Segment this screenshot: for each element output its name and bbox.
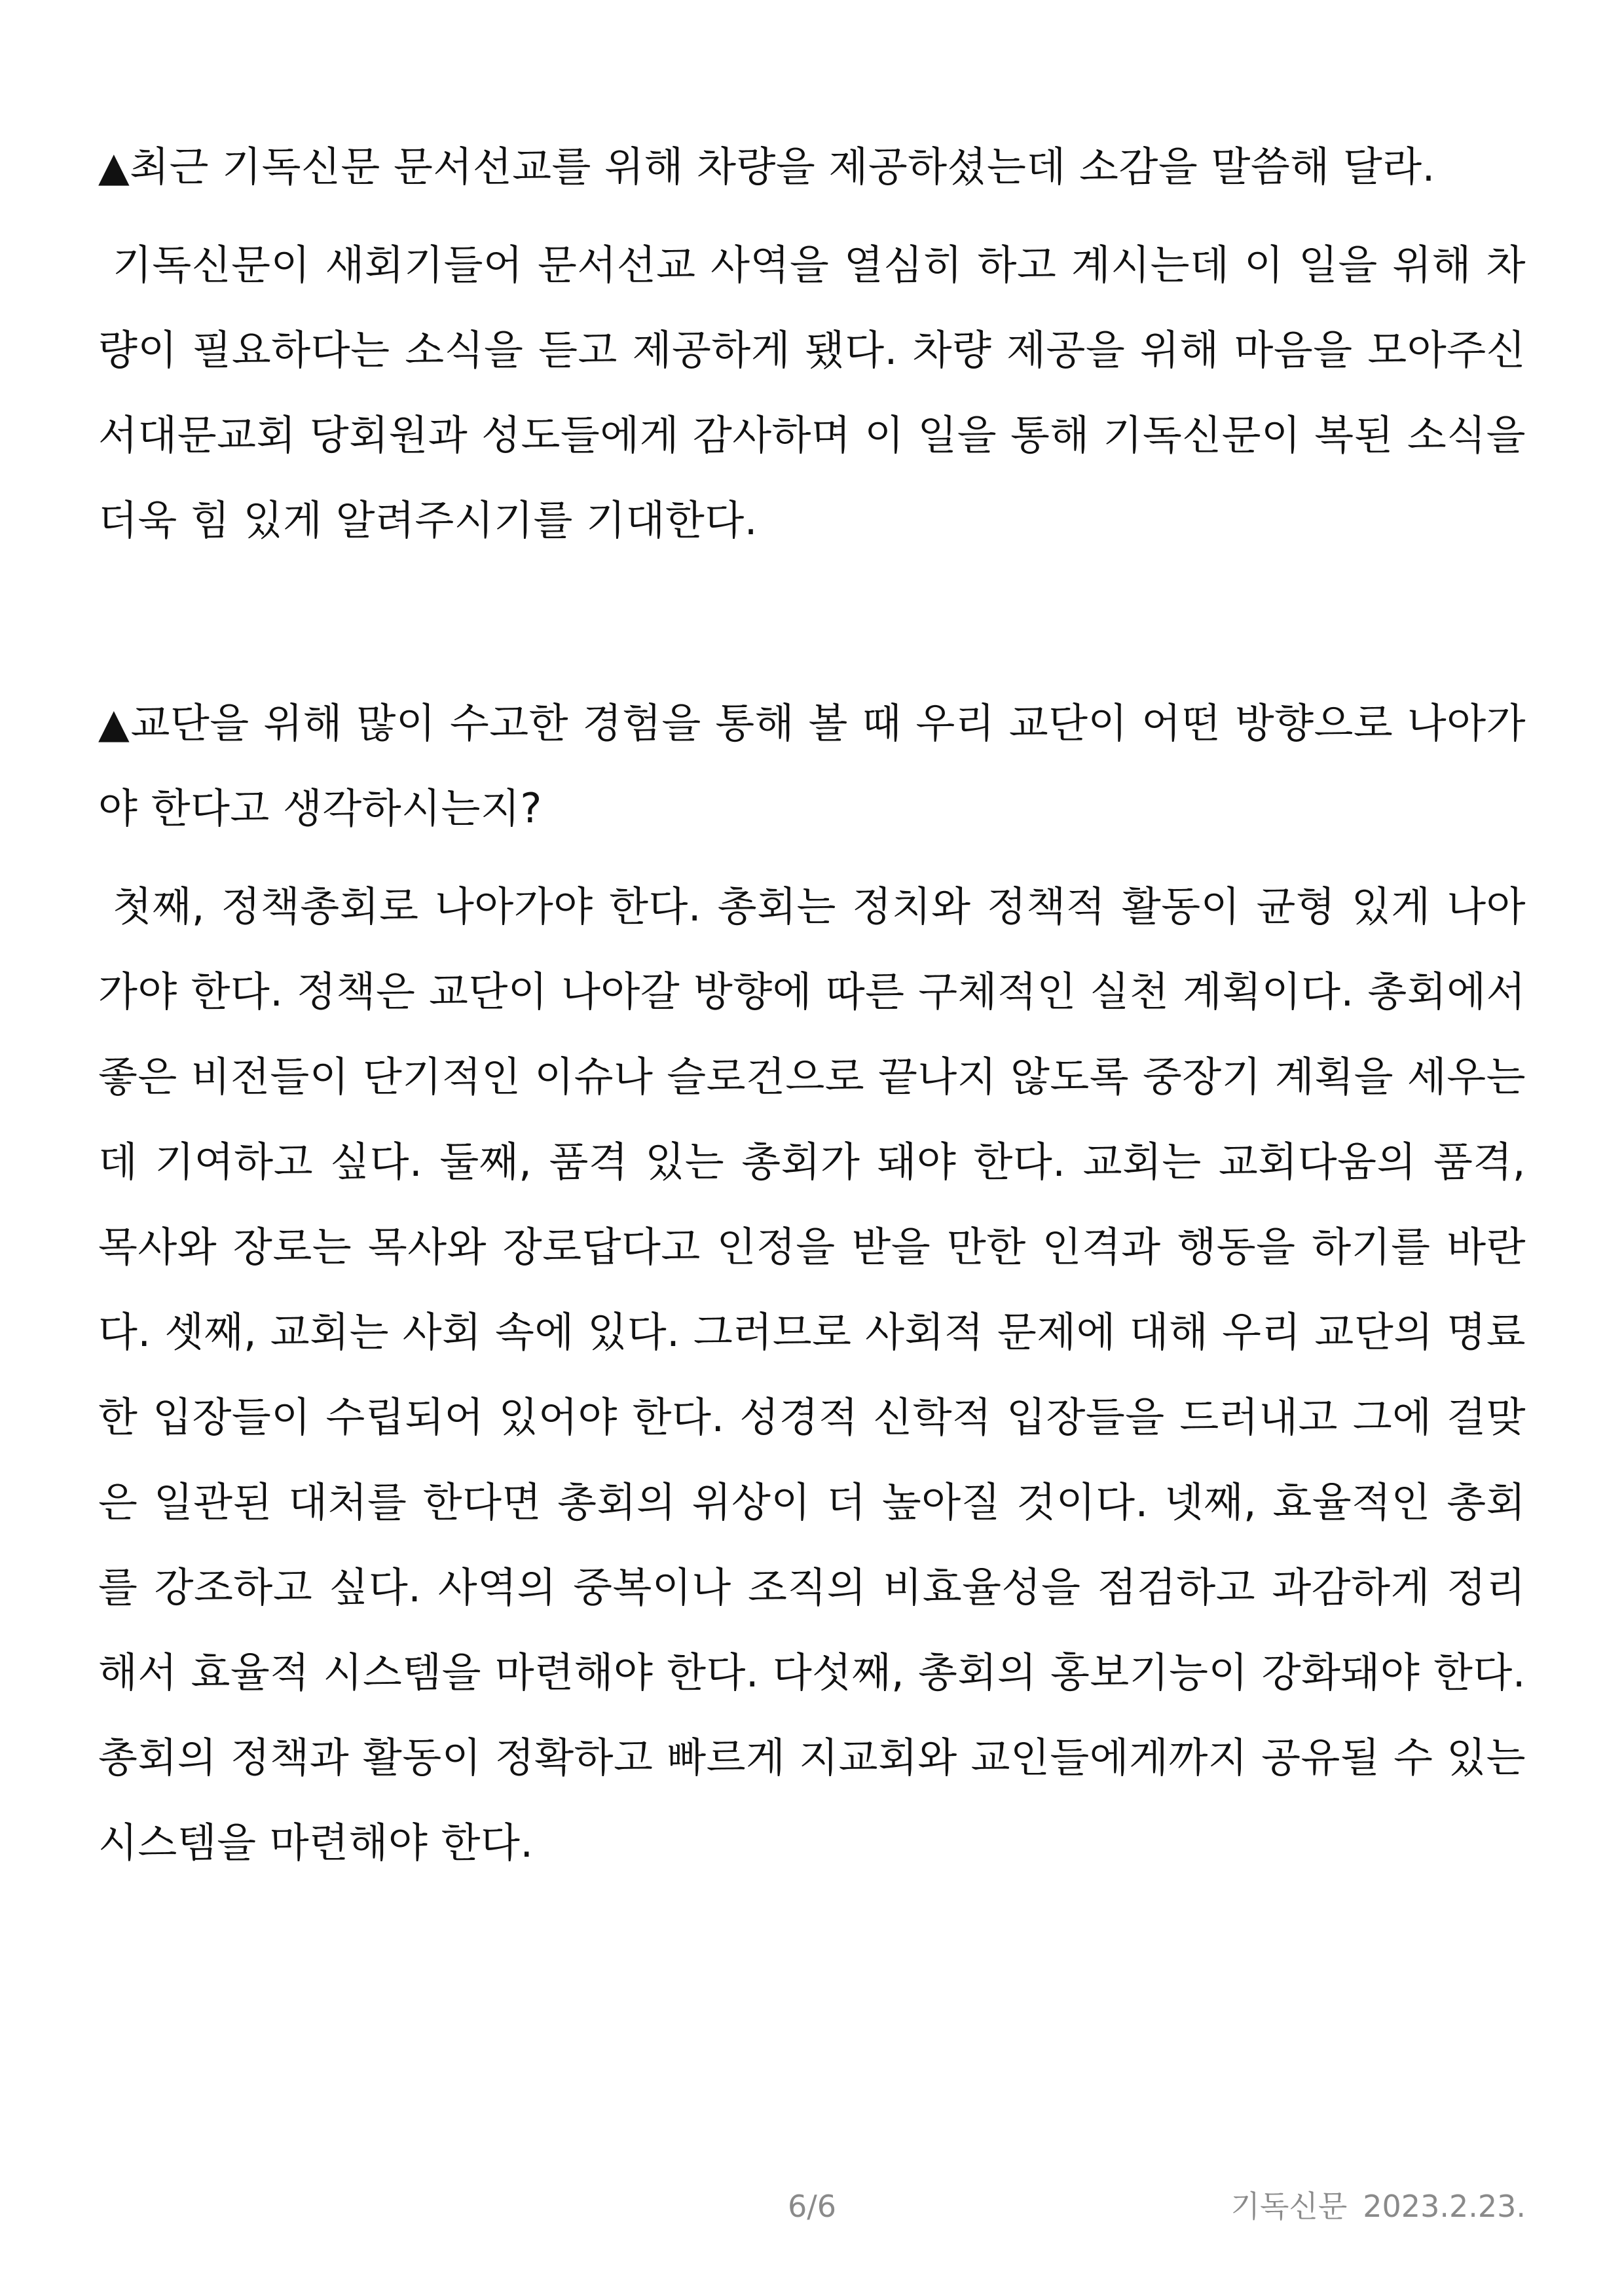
- publication-date: 2023.2.23.: [1363, 2189, 1526, 2224]
- interview-body: [98, 124, 1526, 1886]
- answer-2: 첫째, 정책총회로 나아가야 한다. 총회는 정치와 정책적 활동이 균형 있게 나아가야 한다. 정책은 교단이 나아갈 방향에 따른 구체적인 실천 계획이다. 총회에서 좋은 비전들이 단기적인 이슈나 슬로건으로 끝나지 않도록 중장기 계획을 세우는 데 기여하고 싶다. 둘째, 품격 있는 총회가 돼야 한다. 교회는 교회다움의 품격, 목사와 장로는 목사와 장로답다고 인정을 받을 만한 인격과 행동을 하기를 바란다. 셋째, 교회는 사회 속에 있다. 그러므로 사회적 문제에 대해 우리 교단의 명료한 입장들이 수립되어 있어야 한다. 성경적 신학적 입장들을 드러내고 그에 걸맞은 일관된 대처를 한다면 총회의 위상이 더 높아질 것이다. 넷째, 효율적인 총회를 강조하고 싶다. 사역의 중복이나 조직의 비효율성을 점검하고 과감하게 정리해서 효율적 시스템을 마련해야 한다. 다섯째, 총회의 홍보기능이 강화돼야 한다. 총회의 정책과 활동이 정확하고 빠르게 지교회와 교인들에게까지 공유될 수 있는 시스템을 마련해야 한다.: [98, 883, 1526, 1867]
- page-number: 6/6: [787, 2189, 837, 2224]
- question-2: ▲교단을 위해 많이 수고한 경험을 통해 볼 때 우리 교단이 어떤 방향으로 나아가야 한다고 생각하시는지?: [98, 699, 1526, 832]
- section-divider-space: [98, 563, 1526, 681]
- publication-name: 기독신문: [1230, 2189, 1348, 2224]
- footer-source: [1231, 2187, 1526, 2226]
- question-1: ▲최근 기독신문 문서선교를 위해 차량을 제공하셨는데 소감을 말씀해 달라.: [98, 143, 1435, 191]
- spacer: [98, 851, 1526, 864]
- spacer: [98, 210, 1526, 223]
- answer-1: 기독신문이 새회기들어 문서선교 사역을 열심히 하고 계시는데 이 일을 위해 차량이 필요하다는 소식을 듣고 제공하게 됐다. 차량 제공을 위해 마음을 모아주신 서대문교회 당회원과 성도들에게 감사하며 이 일을 통해 기독신문이 복된 소식을 더욱 힘 있게 알려주시기를 기대한다.: [98, 241, 1526, 544]
